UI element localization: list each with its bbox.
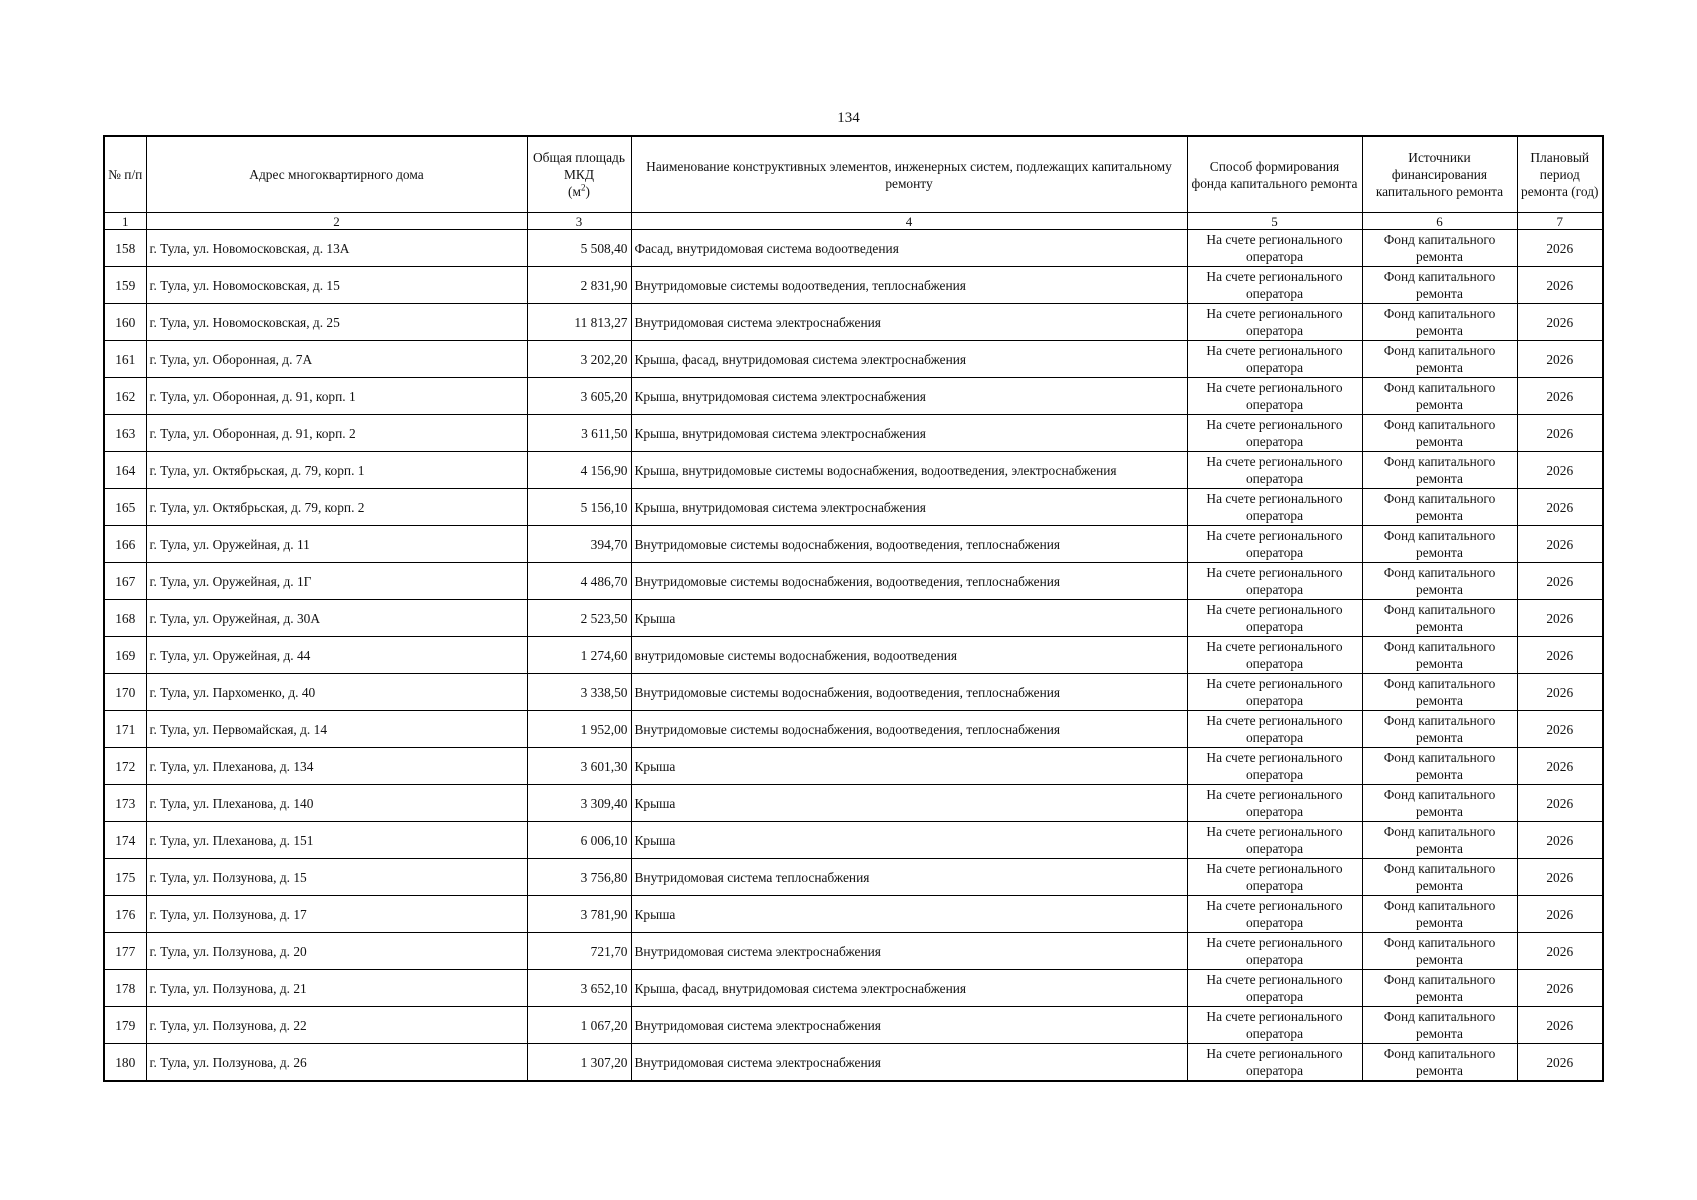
funding-method-cell: На счете регионального оператора (1187, 748, 1362, 785)
area-cell: 1 067,20 (527, 1007, 631, 1044)
table-row (104, 822, 1603, 859)
row-number: 167 (104, 563, 146, 600)
planned-period-cell: 2026 (1517, 674, 1603, 711)
planned-period-cell: 2026 (1517, 378, 1603, 415)
area-cell: 3 309,40 (527, 785, 631, 822)
table-row (104, 341, 1603, 378)
address-cell: г. Тула, ул. Оборонная, д. 7А (146, 341, 527, 378)
funding-source-cell: Фонд капитального ремонта (1362, 748, 1517, 785)
column-number: 2 (146, 213, 527, 230)
address-cell: г. Тула, ул. Новомосковская, д. 25 (146, 304, 527, 341)
address-cell: г. Тула, ул. Новомосковская, д. 15 (146, 267, 527, 304)
column-number-row (104, 213, 1603, 230)
address-cell: г. Тула, ул. Новомосковская, д. 13А (146, 230, 527, 267)
area-cell: 3 605,20 (527, 378, 631, 415)
funding-method-cell: На счете регионального оператора (1187, 1044, 1362, 1082)
elements-cell: Крыша, внутридомовая система электроснабжения (631, 415, 1187, 452)
row-number: 162 (104, 378, 146, 415)
address-cell: г. Тула, ул. Пархоменко, д. 40 (146, 674, 527, 711)
address-cell: г. Тула, ул. Плеханова, д. 134 (146, 748, 527, 785)
row-number: 164 (104, 452, 146, 489)
funding-method-cell: На счете регионального оператора (1187, 674, 1362, 711)
funding-source-cell: Фонд капитального ремонта (1362, 970, 1517, 1007)
elements-cell: Внутридомовая система электроснабжения (631, 1044, 1187, 1082)
funding-method-cell: На счете регионального оператора (1187, 785, 1362, 822)
funding-source-cell: Фонд капитального ремонта (1362, 674, 1517, 711)
table-row (104, 674, 1603, 711)
planned-period-cell: 2026 (1517, 822, 1603, 859)
funding-source-cell: Фонд капитального ремонта (1362, 711, 1517, 748)
funding-method-cell: На счете регионального оператора (1187, 822, 1362, 859)
row-number: 171 (104, 711, 146, 748)
area-cell: 1 274,60 (527, 637, 631, 674)
elements-cell: Крыша (631, 822, 1187, 859)
table-row (104, 637, 1603, 674)
funding-method-cell: На счете регионального оператора (1187, 933, 1362, 970)
elements-cell: Крыша, фасад, внутридомовая система электроснабжения (631, 970, 1187, 1007)
row-number: 166 (104, 526, 146, 563)
row-number: 158 (104, 230, 146, 267)
funding-method-cell: На счете регионального оператора (1187, 489, 1362, 526)
elements-cell: внутридомовые системы водоснабжения, водоотведения (631, 637, 1187, 674)
address-cell: г. Тула, ул. Октябрьская, д. 79, корп. 2 (146, 489, 527, 526)
area-cell: 3 781,90 (527, 896, 631, 933)
table-row (104, 267, 1603, 304)
funding-method-cell: На счете регионального оператора (1187, 526, 1362, 563)
address-cell: г. Тула, ул. Плеханова, д. 140 (146, 785, 527, 822)
header-no: № п/п (104, 136, 146, 213)
funding-source-cell: Фонд капитального ремонта (1362, 452, 1517, 489)
elements-cell: Внутридомовые системы водоотведения, теплоснабжения (631, 267, 1187, 304)
funding-method-cell: На счете регионального оператора (1187, 1007, 1362, 1044)
address-cell: г. Тула, ул. Оборонная, д. 91, корп. 1 (146, 378, 527, 415)
planned-period-cell: 2026 (1517, 711, 1603, 748)
funding-method-cell: На счете регионального оператора (1187, 304, 1362, 341)
funding-source-cell: Фонд капитального ремонта (1362, 859, 1517, 896)
row-number: 173 (104, 785, 146, 822)
area-cell: 3 611,50 (527, 415, 631, 452)
table-row (104, 563, 1603, 600)
area-cell: 1 307,20 (527, 1044, 631, 1082)
elements-cell: Крыша (631, 600, 1187, 637)
header-elements: Наименование конструктивных элементов, инженерных систем, подлежащих капитальному ремонту (631, 136, 1187, 213)
row-number: 172 (104, 748, 146, 785)
area-cell: 3 601,30 (527, 748, 631, 785)
table-row (104, 711, 1603, 748)
funding-source-cell: Фонд капитального ремонта (1362, 600, 1517, 637)
column-number: 5 (1187, 213, 1362, 230)
area-cell: 3 338,50 (527, 674, 631, 711)
row-number: 165 (104, 489, 146, 526)
funding-method-cell: На счете регионального оператора (1187, 415, 1362, 452)
planned-period-cell: 2026 (1517, 637, 1603, 674)
funding-source-cell: Фонд капитального ремонта (1362, 341, 1517, 378)
header-method: Способ формирования фонда капитального ремонта (1187, 136, 1362, 213)
funding-method-cell: На счете регионального оператора (1187, 970, 1362, 1007)
funding-method-cell: На счете регионального оператора (1187, 267, 1362, 304)
funding-source-cell: Фонд капитального ремонта (1362, 267, 1517, 304)
address-cell: г. Тула, ул. Ползунова, д. 26 (146, 1044, 527, 1082)
area-cell: 2 523,50 (527, 600, 631, 637)
column-number: 1 (104, 213, 146, 230)
planned-period-cell: 2026 (1517, 748, 1603, 785)
area-cell: 721,70 (527, 933, 631, 970)
elements-cell: Внутридомовые системы водоснабжения, водоотведения, теплоснабжения (631, 526, 1187, 563)
funding-source-cell: Фонд капитального ремонта (1362, 933, 1517, 970)
planned-period-cell: 2026 (1517, 933, 1603, 970)
table-row (104, 600, 1603, 637)
planned-period-cell: 2026 (1517, 785, 1603, 822)
funding-source-cell: Фонд капитального ремонта (1362, 1007, 1517, 1044)
address-cell: г. Тула, ул. Плеханова, д. 151 (146, 822, 527, 859)
elements-cell: Внутридомовая система электроснабжения (631, 933, 1187, 970)
table-row (104, 452, 1603, 489)
funding-source-cell: Фонд капитального ремонта (1362, 526, 1517, 563)
planned-period-cell: 2026 (1517, 1007, 1603, 1044)
header-source: Источники финансирования капитального ремонта (1362, 136, 1517, 213)
address-cell: г. Тула, ул. Первомайская, д. 14 (146, 711, 527, 748)
row-number: 180 (104, 1044, 146, 1082)
row-number: 176 (104, 896, 146, 933)
area-cell: 6 006,10 (527, 822, 631, 859)
funding-method-cell: На счете регионального оператора (1187, 637, 1362, 674)
area-cell: 5 508,40 (527, 230, 631, 267)
row-number: 163 (104, 415, 146, 452)
row-number: 177 (104, 933, 146, 970)
funding-method-cell: На счете регионального оператора (1187, 896, 1362, 933)
table-header-row (104, 136, 1603, 213)
planned-period-cell: 2026 (1517, 415, 1603, 452)
row-number: 159 (104, 267, 146, 304)
table-row (104, 526, 1603, 563)
area-cell: 3 652,10 (527, 970, 631, 1007)
elements-cell: Крыша, внутридомовые системы водоснабжения, водоотведения, электроснабжения (631, 452, 1187, 489)
funding-source-cell: Фонд капитального ремонта (1362, 304, 1517, 341)
funding-method-cell: На счете регионального оператора (1187, 859, 1362, 896)
area-cell: 4 486,70 (527, 563, 631, 600)
table-row (104, 304, 1603, 341)
funding-source-cell: Фонд капитального ремонта (1362, 378, 1517, 415)
address-cell: г. Тула, ул. Ползунова, д. 15 (146, 859, 527, 896)
area-cell: 394,70 (527, 526, 631, 563)
row-number: 175 (104, 859, 146, 896)
planned-period-cell: 2026 (1517, 563, 1603, 600)
planned-period-cell: 2026 (1517, 970, 1603, 1007)
table-row (104, 896, 1603, 933)
table-row (104, 933, 1603, 970)
table-row (104, 489, 1603, 526)
funding-method-cell: На счете регионального оператора (1187, 563, 1362, 600)
address-cell: г. Тула, ул. Ползунова, д. 20 (146, 933, 527, 970)
header-area-label: Общая площадь МКД (533, 150, 625, 182)
row-number: 170 (104, 674, 146, 711)
planned-period-cell: 2026 (1517, 452, 1603, 489)
planned-period-cell: 2026 (1517, 859, 1603, 896)
planned-period-cell: 2026 (1517, 526, 1603, 563)
row-number: 168 (104, 600, 146, 637)
funding-source-cell: Фонд капитального ремонта (1362, 230, 1517, 267)
address-cell: г. Тула, ул. Ползунова, д. 17 (146, 896, 527, 933)
table-row (104, 230, 1603, 267)
column-number: 6 (1362, 213, 1517, 230)
planned-period-cell: 2026 (1517, 489, 1603, 526)
funding-source-cell: Фонд капитального ремонта (1362, 822, 1517, 859)
row-number: 160 (104, 304, 146, 341)
elements-cell: Внутридомовая система теплоснабжения (631, 859, 1187, 896)
area-cell: 4 156,90 (527, 452, 631, 489)
row-number: 174 (104, 822, 146, 859)
elements-cell: Крыша (631, 785, 1187, 822)
area-cell: 3 756,80 (527, 859, 631, 896)
repair-plan-table (103, 135, 1604, 1082)
column-number: 4 (631, 213, 1187, 230)
elements-cell: Внутридомовая система электроснабжения (631, 304, 1187, 341)
elements-cell: Крыша, внутридомовая система электроснабжения (631, 378, 1187, 415)
page-number: 134 (837, 110, 860, 126)
table-row (104, 1007, 1603, 1044)
funding-source-cell: Фонд капитального ремонта (1362, 1044, 1517, 1082)
funding-source-cell: Фонд капитального ремонта (1362, 785, 1517, 822)
funding-method-cell: На счете регионального оператора (1187, 600, 1362, 637)
area-cell: 11 813,27 (527, 304, 631, 341)
row-number: 178 (104, 970, 146, 1007)
header-address: Адрес многоквартирного дома (146, 136, 527, 213)
header-period: Плановый период ремонта (год) (1517, 136, 1603, 213)
funding-source-cell: Фонд капитального ремонта (1362, 415, 1517, 452)
table-row (104, 378, 1603, 415)
funding-source-cell: Фонд капитального ремонта (1362, 637, 1517, 674)
table-row (104, 415, 1603, 452)
planned-period-cell: 2026 (1517, 600, 1603, 637)
address-cell: г. Тула, ул. Оружейная, д. 11 (146, 526, 527, 563)
planned-period-cell: 2026 (1517, 896, 1603, 933)
table-row (104, 748, 1603, 785)
address-cell: г. Тула, ул. Оружейная, д. 30А (146, 600, 527, 637)
elements-cell: Крыша, внутридомовая система электроснабжения (631, 489, 1187, 526)
funding-method-cell: На счете регионального оператора (1187, 711, 1362, 748)
header-area-unit: $(м^2)$ (568, 182, 590, 199)
area-cell: 1 952,00 (527, 711, 631, 748)
table-row (104, 1044, 1603, 1082)
elements-cell: Внутридомовая система электроснабжения (631, 1007, 1187, 1044)
planned-period-cell: 2026 (1517, 304, 1603, 341)
row-number: 169 (104, 637, 146, 674)
address-cell: г. Тула, ул. Оружейная, д. 1Г (146, 563, 527, 600)
header-area (527, 136, 631, 213)
funding-source-cell: Фонд капитального ремонта (1362, 563, 1517, 600)
funding-source-cell: Фонд капитального ремонта (1362, 896, 1517, 933)
row-number: 161 (104, 341, 146, 378)
elements-cell: Внутридомовые системы водоснабжения, водоотведения, теплоснабжения (631, 674, 1187, 711)
elements-cell: Крыша (631, 896, 1187, 933)
address-cell: г. Тула, ул. Октябрьская, д. 79, корп. 1 (146, 452, 527, 489)
area-cell: 5 156,10 (527, 489, 631, 526)
funding-method-cell: На счете регионального оператора (1187, 341, 1362, 378)
table-body (104, 230, 1603, 1082)
funding-method-cell: На счете регионального оператора (1187, 230, 1362, 267)
column-number: 3 (527, 213, 631, 230)
elements-cell: Внутридомовые системы водоснабжения, водоотведения, теплоснабжения (631, 711, 1187, 748)
elements-cell: Внутридомовые системы водоснабжения, водоотведения, теплоснабжения (631, 563, 1187, 600)
elements-cell: Крыша, фасад, внутридомовая система электроснабжения (631, 341, 1187, 378)
planned-period-cell: 2026 (1517, 1044, 1603, 1082)
funding-method-cell: На счете регионального оператора (1187, 378, 1362, 415)
elements-cell: Фасад, внутридомовая система водоотведения (631, 230, 1187, 267)
area-cell: 3 202,20 (527, 341, 631, 378)
planned-period-cell: 2026 (1517, 341, 1603, 378)
address-cell: г. Тула, ул. Ползунова, д. 22 (146, 1007, 527, 1044)
address-cell: г. Тула, ул. Ползунова, д. 21 (146, 970, 527, 1007)
area-cell: 2 831,90 (527, 267, 631, 304)
funding-source-cell: Фонд капитального ремонта (1362, 489, 1517, 526)
funding-method-cell: На счете регионального оператора (1187, 452, 1362, 489)
row-number: 179 (104, 1007, 146, 1044)
table-row (104, 785, 1603, 822)
planned-period-cell: 2026 (1517, 230, 1603, 267)
column-number: 7 (1517, 213, 1603, 230)
planned-period-cell: 2026 (1517, 267, 1603, 304)
elements-cell: Крыша (631, 748, 1187, 785)
table-row (104, 970, 1603, 1007)
address-cell: г. Тула, ул. Оборонная, д. 91, корп. 2 (146, 415, 527, 452)
address-cell: г. Тула, ул. Оружейная, д. 44 (146, 637, 527, 674)
table-row (104, 859, 1603, 896)
